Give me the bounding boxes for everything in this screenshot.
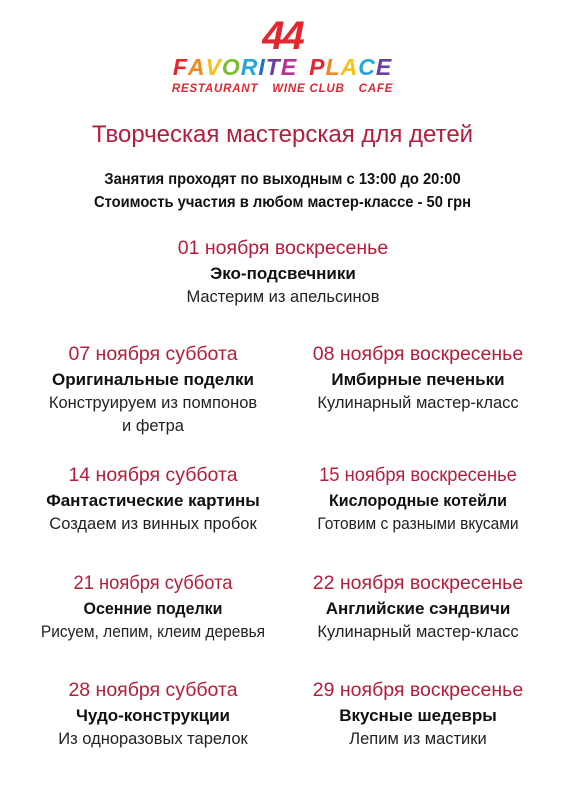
event-name: Эко-подсвечники: [210, 264, 356, 283]
logo-letter: O: [221, 54, 241, 80]
logo-letter: C: [358, 54, 376, 80]
info-price: Стоимость участия в любом мастер-классе - 50 грн: [93, 194, 472, 211]
event-desc: Лепим из мастики: [349, 730, 487, 748]
logo-name: [0, 54, 565, 80]
event-date: 14 ноября суббота: [68, 464, 238, 486]
event-nov-07: [18, 342, 288, 438]
logo-letter: [297, 54, 309, 80]
event-date: 01 ноября воскресенье: [177, 237, 389, 259]
event-nov-22: [283, 571, 553, 644]
event-date: 08 ноября воскресенье: [312, 343, 524, 365]
event-date: 28 ноября суббота: [68, 679, 238, 701]
info-block: [23, 168, 543, 214]
logo: [0, 14, 565, 97]
event-desc: Мастерим из апельсинов: [186, 288, 380, 306]
event-desc: Конструируем из помпонов: [48, 394, 258, 412]
event-name: Чудо-конструкции: [75, 706, 230, 725]
event-name: Оригинальные поделки: [52, 370, 254, 389]
event-name: Английские сэндвичи: [325, 599, 511, 618]
info-schedule: Занятия проходят по выходным с 13:00 до 20:00: [104, 171, 461, 188]
logo-number: 44: [262, 14, 303, 58]
event-nov-28: [18, 678, 288, 751]
logo-subtitle-cafe: CAFE: [358, 83, 394, 95]
logo-letter: L: [325, 54, 341, 80]
event-desc: Создаем из винных пробок: [49, 515, 257, 533]
logo-letter: A: [340, 54, 359, 80]
event-date: 15 ноября воскресенье: [319, 464, 517, 486]
page-title: Творческая мастерская для детей: [91, 121, 474, 148]
logo-letter: I: [258, 54, 266, 80]
event-desc: Кулинарный мастер-класс: [317, 623, 519, 641]
event-date: 22 ноября воскресенье: [312, 572, 524, 594]
event-name: Вкусные шедевры: [339, 706, 497, 725]
event-desc: Готовим с разными вкусами: [317, 515, 519, 533]
logo-letter: E: [375, 54, 393, 80]
event-nov-14: [18, 463, 288, 536]
event-desc: Рисуем, лепим, клеим деревья: [40, 623, 266, 641]
event-desc: Кулинарный мастер-класс: [317, 394, 519, 412]
event-nov-08: [283, 342, 553, 415]
logo-letter: V: [205, 54, 222, 80]
logo-subtitle-restaurant: RESTAURANT: [171, 83, 259, 95]
event-desc-line2: и фетра: [122, 417, 184, 435]
event-name: Осенние поделки: [83, 599, 223, 618]
event-date: 29 ноября воскресенье: [312, 679, 524, 701]
logo-letter: P: [309, 54, 326, 80]
event-desc: Из одноразовых тарелок: [58, 730, 248, 748]
event-name: Кислородные котейли: [329, 491, 507, 510]
logo-letter: E: [280, 54, 298, 80]
event-date: 21 ноября суббота: [73, 572, 233, 594]
event-nov-21: [26, 571, 280, 644]
logo-subtitle: [0, 81, 565, 97]
logo-letter: F: [172, 54, 188, 80]
event-nov-29: [283, 678, 553, 751]
event-date: 07 ноября суббота: [68, 343, 238, 365]
event-name: Фантастические картины: [46, 491, 260, 510]
event-nov-15: [291, 463, 545, 536]
event-nov-01: [148, 236, 418, 309]
logo-subtitle-wine-club: WINE CLUB: [272, 83, 345, 95]
logo-letter: R: [240, 54, 259, 80]
logo-letter: T: [265, 54, 281, 80]
logo-letter: A: [187, 54, 206, 80]
event-name: Имбирные печеньки: [331, 370, 505, 389]
